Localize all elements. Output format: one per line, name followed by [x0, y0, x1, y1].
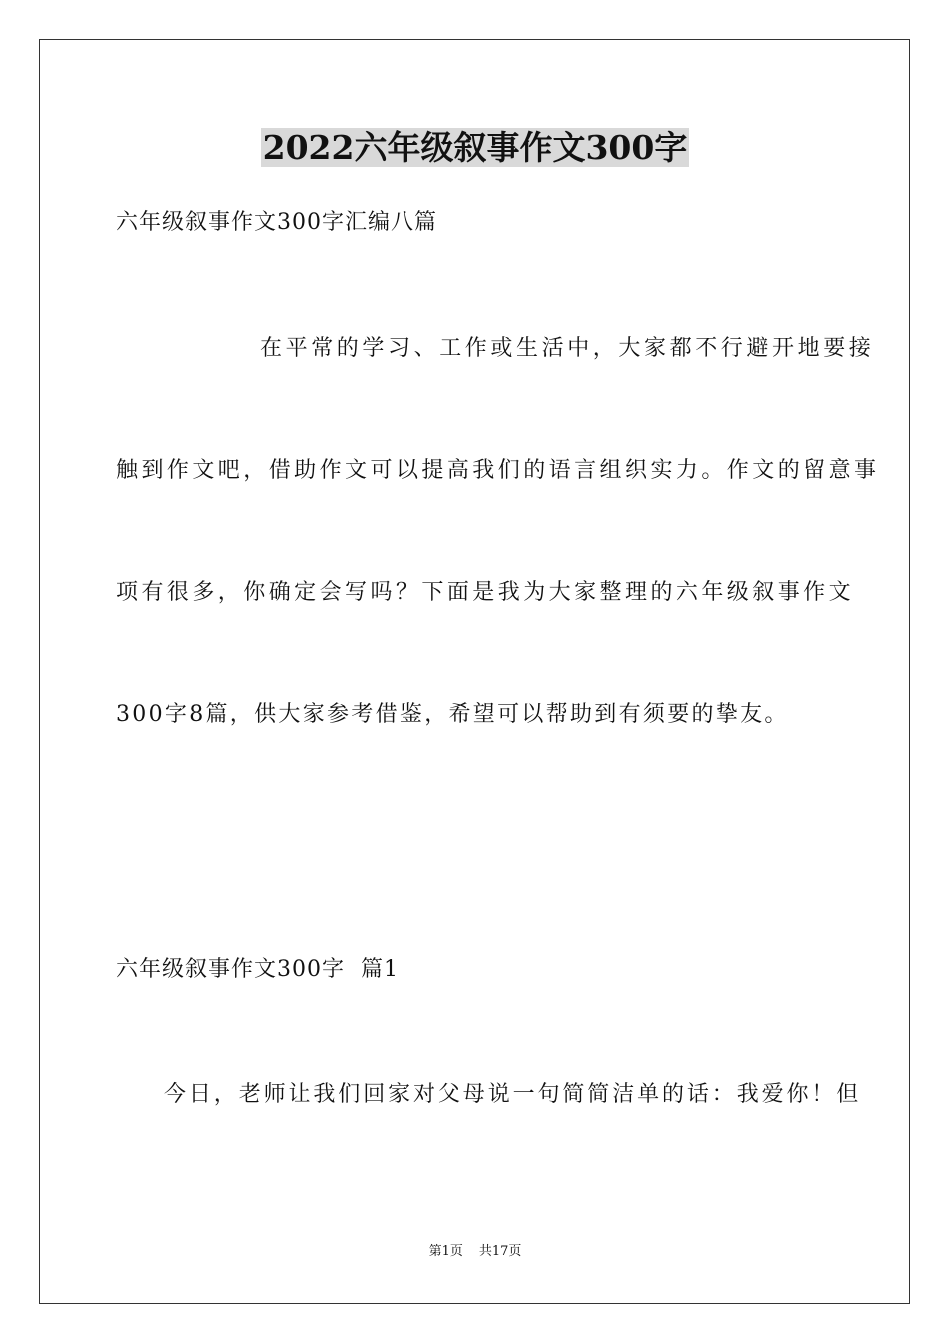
page-total: 共17页 — [478, 1244, 522, 1259]
section-heading: 六年级叙事作文300字 篇1 — [116, 957, 399, 982]
paragraph-line: 在平常的学习、工作或生活中，大家都不行避开地要接 — [260, 336, 875, 361]
page-footer — [0, 1243, 950, 1261]
paragraph-line: 300字8篇，供大家参考借鉴，希望可以帮助到有须要的挚友。 — [116, 702, 789, 727]
document-title-text: 2022六年级叙事作文300字 — [262, 128, 688, 167]
document-subtitle: 六年级叙事作文300字汇编八篇 — [116, 210, 437, 235]
paragraph-line: 今日，老师让我们回家对父母说一句简简洁单的话：我爱你！但 — [164, 1082, 862, 1107]
document-title — [0, 124, 950, 172]
page-number: 第1页 — [428, 1244, 463, 1259]
paragraph-line: 项有很多，你确定会写吗？下面是我为大家整理的六年级叙事作文 — [116, 580, 855, 605]
paragraph-line: 触到作文吧，借助作文可以提高我们的语言组织实力。作文的留意事 — [116, 458, 880, 483]
